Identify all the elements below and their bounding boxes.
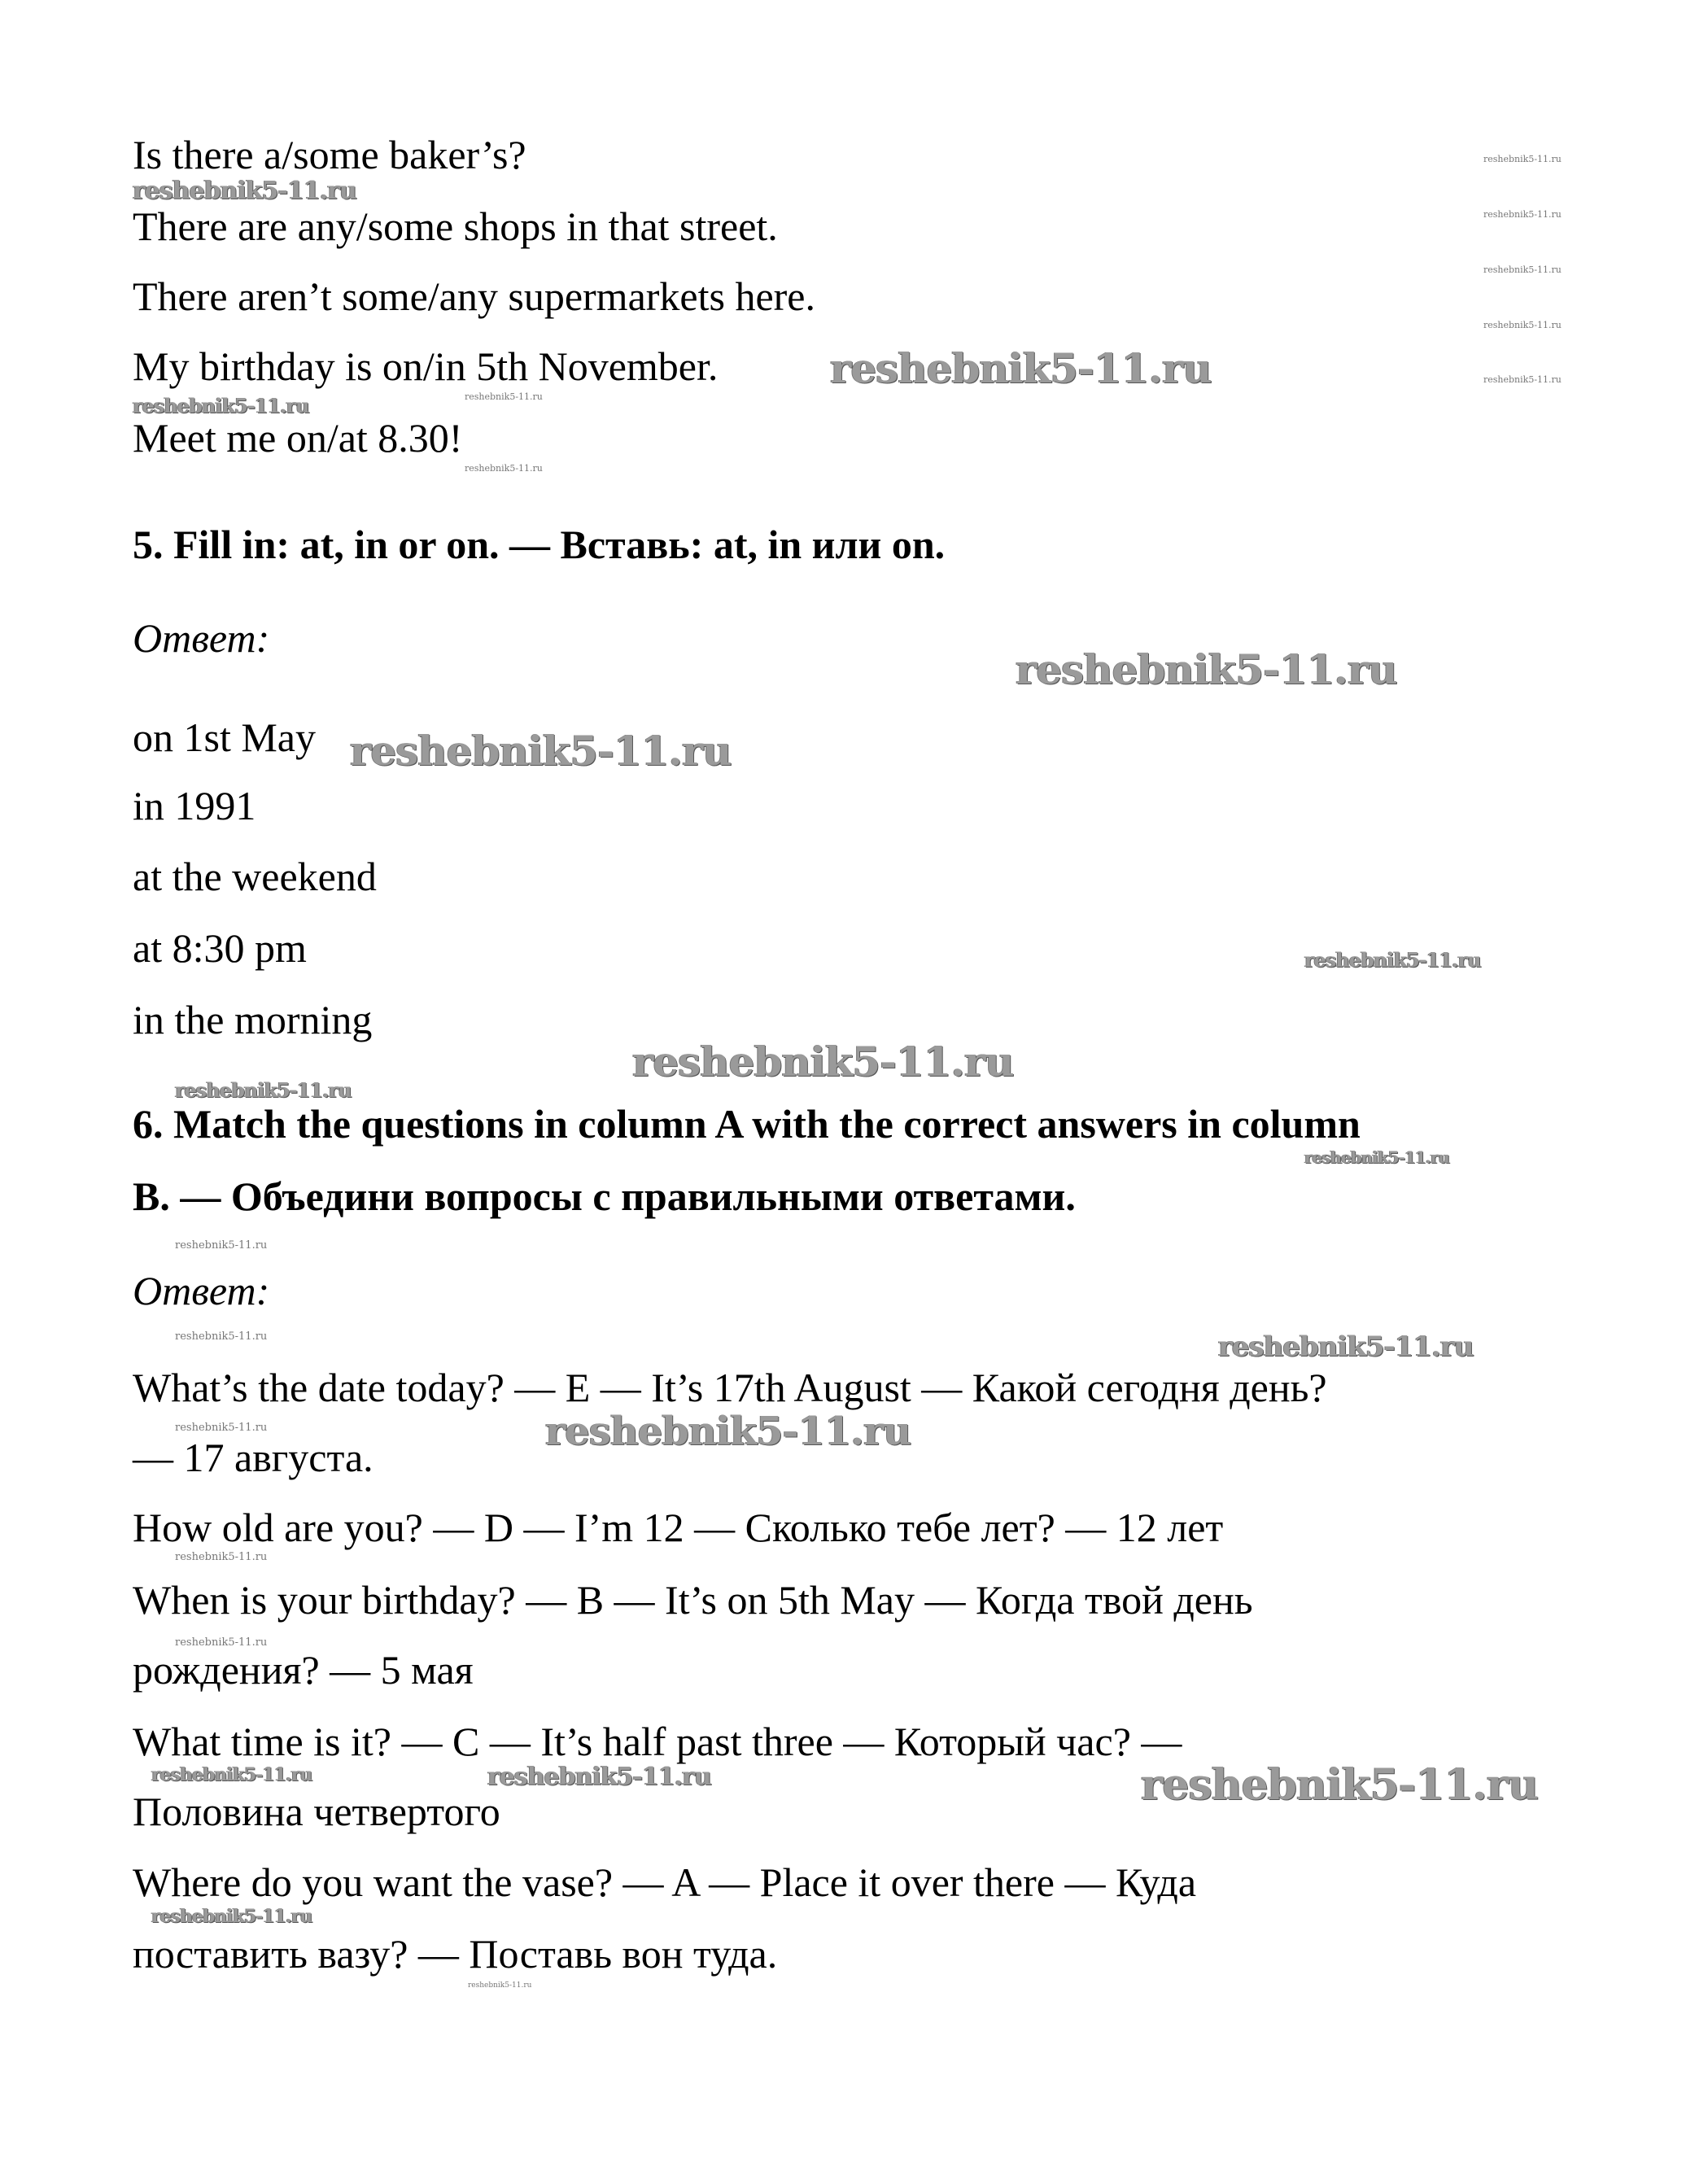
watermark: reshebnik5-11.ru xyxy=(632,1038,1014,1086)
ex6-line: поставить вазу? — Поставь вон туда. xyxy=(133,1931,778,1977)
ex6-line: рождения? — 5 мая xyxy=(133,1647,474,1693)
watermark: reshebnik5-11.ru xyxy=(175,1422,268,1434)
watermark: reshebnik5-11.ru xyxy=(468,1981,532,1990)
ex6-line: What time is it? — C — It’s half past three — Который час? — xyxy=(133,1719,1182,1764)
ex6-line: What’s the date today? — E — It’s 17th August — Какой сегодня день? xyxy=(133,1365,1327,1410)
ex5-answer: in 1991 xyxy=(133,783,256,828)
watermark: reshebnik5-11.ru xyxy=(175,1330,268,1343)
watermark: reshebnik5-11.ru xyxy=(465,463,543,474)
exercise-6-heading-cont: B. — Объедини вопросы с правильными ответами. xyxy=(133,1173,1076,1219)
watermark: reshebnik5-11.ru xyxy=(175,1078,352,1102)
watermark: reshebnik5-11.ru xyxy=(133,177,356,205)
ex4-line: There aren’t some/any supermarkets here. xyxy=(133,273,815,319)
watermark: reshebnik5-11.ru xyxy=(1483,209,1562,220)
ex5-answer: at 8:30 pm xyxy=(133,925,307,971)
ex5-answer: at the weekend xyxy=(133,854,377,899)
exercise-5-answer-label: Ответ: xyxy=(133,615,270,661)
exercise-5-heading: 5. Fill in: at, in or on. — Вставь: at, in или on. xyxy=(133,522,946,567)
ex6-line: — 17 августа. xyxy=(133,1435,373,1480)
watermark: reshebnik5-11.ru xyxy=(350,727,732,775)
watermark: reshebnik5-11.ru xyxy=(151,1764,312,1785)
watermark: reshebnik5-11.ru xyxy=(151,1906,312,1927)
ex6-line: Половина четвертого xyxy=(133,1789,500,1834)
watermark: reshebnik5-11.ru xyxy=(1016,645,1397,693)
watermark: reshebnik5-11.ru xyxy=(1141,1760,1539,1810)
ex5-answer: in the morning xyxy=(133,997,373,1042)
watermark: reshebnik5-11.ru xyxy=(1483,320,1562,330)
ex4-line: Is there a/some baker’s? xyxy=(133,132,526,177)
exercise-6-heading: 6. Match the questions in column A with the correct answers in column xyxy=(133,1101,1361,1147)
watermark: reshebnik5-11.ru xyxy=(1304,1147,1449,1167)
watermark: reshebnik5-11.ru xyxy=(465,391,543,402)
watermark: reshebnik5-11.ru xyxy=(1218,1330,1474,1363)
exercise-6-answer-label: Ответ: xyxy=(133,1268,270,1313)
watermark: reshebnik5-11.ru xyxy=(487,1763,711,1791)
ex4-line: My birthday is on/in 5th November. xyxy=(133,343,719,389)
watermark: reshebnik5-11.ru xyxy=(133,394,309,417)
watermark: reshebnik5-11.ru xyxy=(1304,948,1481,972)
ex6-line: Where do you want the vase? — A — Place it over there — Куда xyxy=(133,1859,1197,1905)
watermark: reshebnik5-11.ru xyxy=(545,1409,911,1454)
watermark: reshebnik5-11.ru xyxy=(175,1636,268,1649)
ex6-line: How old are you? — D — I’m 12 — Сколько тебе лет? — 12 лет xyxy=(133,1505,1224,1550)
ex4-line: There are any/some shops in that street. xyxy=(133,203,778,249)
ex6-line: When is your birthday? — B — It’s on 5th May — Когда твой день xyxy=(133,1577,1253,1623)
watermark: reshebnik5-11.ru xyxy=(830,344,1212,392)
watermark: reshebnik5-11.ru xyxy=(175,1239,268,1252)
ex4-line: Meet me on/at 8.30! xyxy=(133,415,463,461)
watermark: reshebnik5-11.ru xyxy=(1483,264,1562,275)
watermark: reshebnik5-11.ru xyxy=(1483,154,1562,164)
watermark: reshebnik5-11.ru xyxy=(175,1551,268,1563)
ex5-answer: on 1st May xyxy=(133,714,316,760)
watermark: reshebnik5-11.ru xyxy=(1483,374,1562,385)
